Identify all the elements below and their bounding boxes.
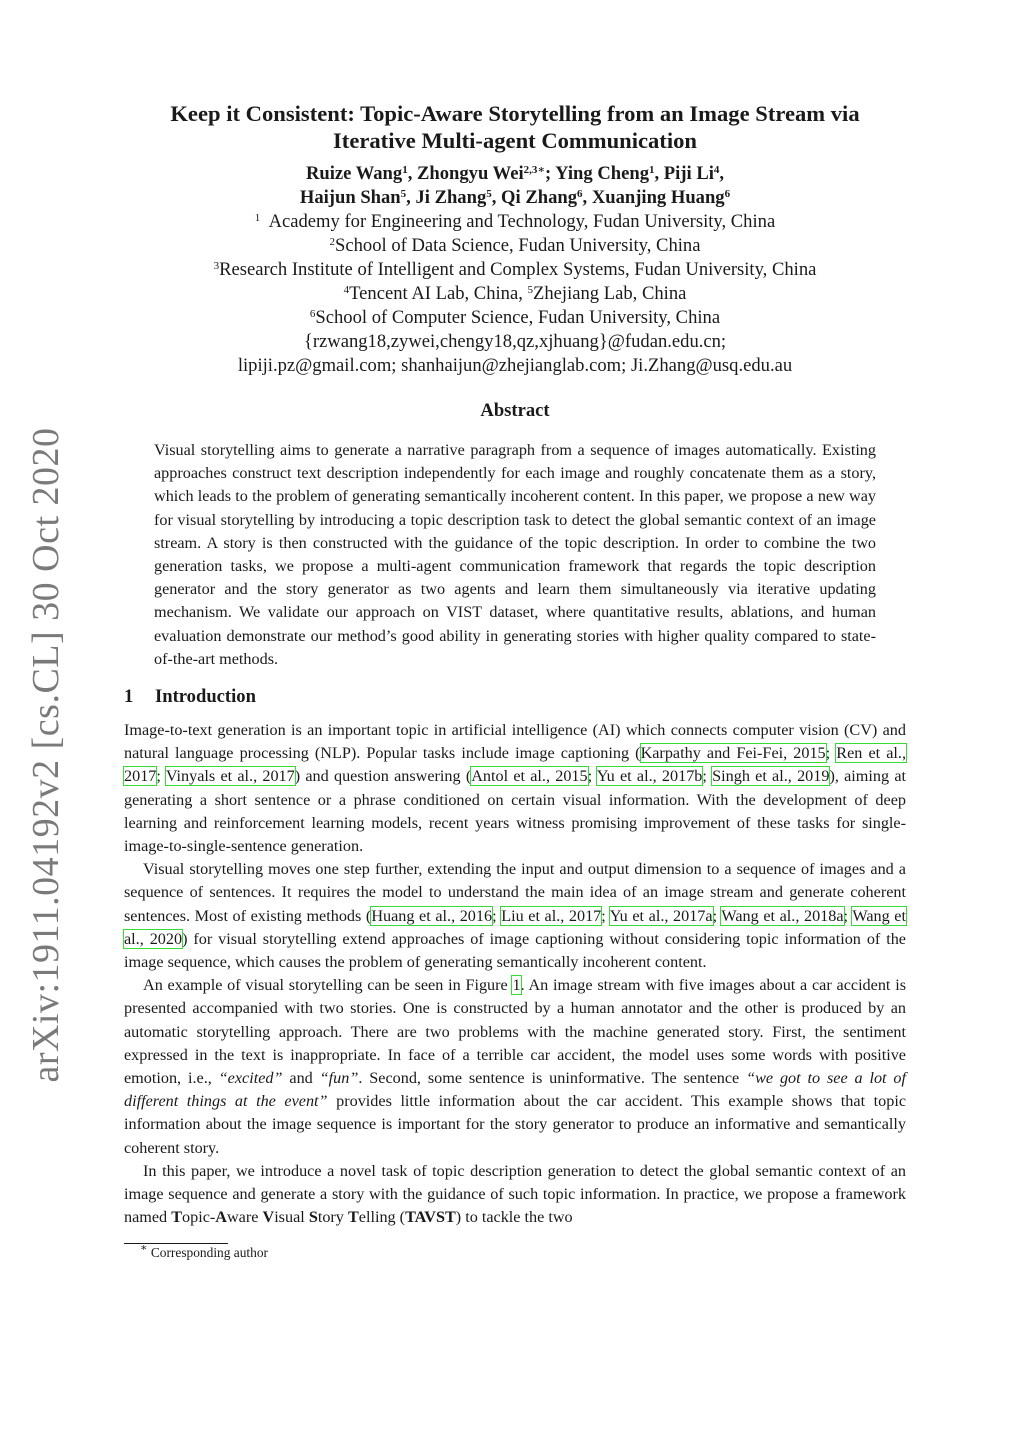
author: Zhongyu Wei [417,163,524,184]
citation-link[interactable]: Ren et al., 2017 [124,744,906,786]
arxiv-identifier: arXiv:1911.04192v2 [cs.CL] 30 Oct 2020 [25,427,67,1083]
section-number: 1 [124,686,134,708]
section-heading [124,684,906,710]
author: Haijun Shan [299,187,401,208]
author-list: Ruize Wang$^1$, Zhongyu Wei$^{2,3∗}$; Ying Cheng$^1$, Piji Li$^4$, Haijun Shan$^5$, Ji Zhang$^5$, Qi Zhang$^6$, Xuanjing Huang$^6$ [299,163,731,208]
citation-link[interactable]: Yu et al., 2017b [596,767,703,786]
author-affil-sup: 4 [713,164,720,176]
paper-page [124,100,906,1262]
citation-link[interactable]: Wang et al., 2018a [721,906,844,925]
italic-quote: “fun” [319,1069,359,1088]
intro-paragraph-4: In this paper, we introduce a novel task of topic description generation to detect the global semantic context of an image sequence and generate a story with the guidance of such topic information. In practice, we propose a framework named Topic-Aware Visual Story Telling (TAVST) to tackle the two [124,1161,906,1227]
author-affil-sup: 5 [400,188,407,200]
citation-link[interactable]: Vinyals et al., 2017 [165,767,295,786]
intro-paragraph-2: Visual storytelling moves one step further, extending the input and output dimension to a sequence of images and a sequence of sentences. It requires the model to understand the main idea of an image stream and generate coherent sentences. Most of existing methods (Huang et al., 2016; Liu et al., 2017; Yu et al., 2017a; Wang et al., 2018a; Wang et al., 2020) for visual storytelling extend approaches of image captioning without considering topic information of the image sequence, which causes the problem of generating semantically incoherent content. [124,860,906,972]
footnote-text: Corresponding author [150,1244,268,1260]
author: Ji Zhang [415,187,487,208]
email-line: lipiji.pz@gmail.com; shanhaijun@zhejianglab.com; Ji.Zhang@usq.edu.au [237,355,793,376]
citation-link[interactable]: Yu et al., 2017a [609,906,713,925]
intro-paragraph-3: An example of visual storytelling can be seen in Figure 1. An image stream with five images about a car accident is presented accompanied with two stories. One is constructed by a human annotator and the other is produced by an automatic storytelling approach. There are two problems with the machine generated story. First, the sentiment expressed in the text is inappropriate. In face of a terrible car accident, the model uses some words with positive emotion, i.e., “excited” and “fun”. Second, some sentence is uninformative. The sentence “we got to see a lot of different things at the event” provides little information about the car accident. This example shows that topic information about the image sequence is important for the story generator to produce an informative and semantically coherent story. [124,976,907,1157]
figure-link[interactable]: 1 [512,976,521,995]
abstract-heading: Abstract [480,400,550,421]
affiliation: $^2$School of Data Science, Fudan University, China [329,235,701,256]
italic-quote: “we got to see a lot of different things at the event” [124,1069,907,1111]
author-affil-sup: 5 [486,188,492,200]
affiliation: $^4$Tencent AI Lab, China, $^5$Zhejiang Lab, China [343,283,687,304]
framework-acronym: TAVST [405,1208,456,1227]
italic-quote: “excited” [218,1069,283,1088]
author: Piji Li [663,163,714,184]
author: Qi Zhang [501,187,578,208]
intro-paragraph-1: Image-to-text generation is an important topic in artificial intelligence (AI) which connects computer vision (CV) and natural language processing (NLP). Popular tasks include image captioning (Karpathy and Fei-Fei, 2015; Ren et al., 2017; Vinyals et al., 2017) and question answering (Antol et al., 2015; Yu et al., 2017b; Singh et al., 2019), aiming at generating a short sentence or a phrase conditioned on certain visual information. With the development of deep learning and reinforcement learning models, recent years witness promising improvement of these tasks for single-image-to-single-sentence generation. [124,721,906,856]
arxiv-side-stamp [25,427,67,1083]
author: Ruize Wang [305,163,403,184]
corresponding-star: ∗ [537,164,545,176]
citation-link[interactable]: Wang et al., 2020 [124,906,906,948]
affiliation: $^3$Research Institute of Intelligent and Complex Systems, Fudan University, China [213,259,817,280]
author-affil-sup: 1 [402,164,408,176]
affiliation-list [124,210,906,378]
title-line-2: Iterative Multi-agent Communication [333,128,697,153]
author-affil-sup: 2,3∗ [523,164,545,176]
section-title: Introduction [155,686,256,708]
author: Xuanjing Huang [591,187,725,208]
title-line-1: Keep it Consistent: Topic-Aware Storytelling from an Image Stream via [170,101,860,126]
author-affil-sup: 6 [577,188,583,200]
author-affil-sup: 6 [724,188,731,200]
paper-title [124,100,906,154]
citation-link[interactable]: Karpathy and Fei-Fei, 2015 [640,744,826,763]
abstract-body: Visual storytelling aims to generate a narrative paragraph from a sequence of images automatically. Existing approaches construct text description independently for each image and roughly concatenate them as a story, which leads to the problem of generating semantically incoherent content. In this paper, we propose a new way for visual storytelling by introducing a topic description task to detect the global semantic context of an image stream. A story is then constructed with the guidance of the topic description. In order to combine the two generation tasks, we propose a multi-agent communication framework that regards the topic description generator and the story generator as two agents and learn them simultaneously via iterative updating mechanism. We validate our approach on VIST dataset, where quantitative results, ablations, and human evaluation demonstrate our method’s good ability in generating stories with higher quality compared to state-of-the-art methods. [154,441,876,668]
author: Ying Cheng [555,163,649,184]
email-line: {rzwang18,zywei,chengy18,qz,xjhuang}@fudan.edu.cn; [303,331,727,352]
footnote [124,1241,906,1262]
affiliation: $^1$ Academy for Engineering and Technology, Fudan University, China [254,211,776,232]
author-affil-sup: 1 [649,164,655,176]
footnote-mark: ∗ [140,1241,148,1254]
affiliation: $^6$School of Computer Science, Fudan University, China [309,307,721,328]
citation-link[interactable]: Huang et al., 2016 [371,906,493,925]
citation-link[interactable]: Antol et al., 2015 [471,767,588,786]
citation-link[interactable]: Singh et al., 2019 [712,767,830,786]
citation-link[interactable]: Liu et al., 2017 [501,906,602,925]
